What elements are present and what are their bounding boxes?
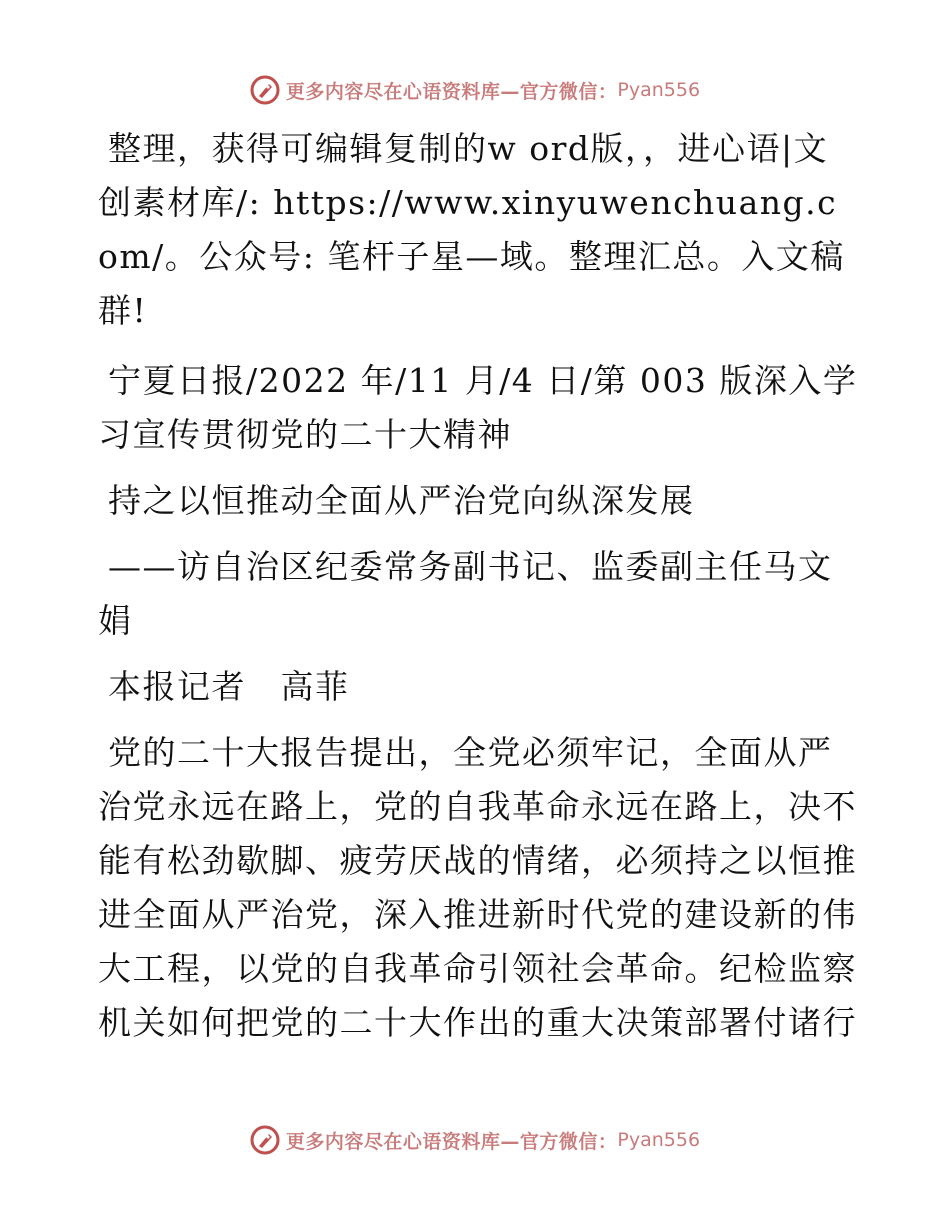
pen-nib-logo-icon [250, 75, 280, 105]
article-subtitle: ——访自治区纪委常务副书记、监委副主任马文娟 [98, 547, 833, 640]
footer-banner-text: 更多内容尽在心语资料库—官方微信： [285, 1130, 618, 1153]
intro-paragraph: 整理，获得可编辑复制的w ord版，，进心语|文创素材库/: https://www.xinyuwenchuang.com/。公众号: 笔杆子星—域。整理汇总。入文稿群! [98, 129, 845, 330]
body-paragraph: 党的二十大报告提出，全党必须牢记，全面从严治党永远在路上，党的自我革命永远在路上，决不能有松劲歇脚、疲劳厌战的情绪，必须持之以恒推进全面从严治党，深入推进新时代党的建设新的伟大工程，以党的自我革命引领社会革命。纪检监察机关如何把党的二十大作出的重大决策部署付诸行 [98, 733, 857, 1042]
header-wechat-id: Pyan556 [617, 79, 701, 101]
source-line: 宁夏日报/2022 年/11 月/4 日/第 003 版深入学习宣传贯彻党的二十大精神 [98, 361, 858, 454]
footer-banner [0, 1120, 950, 1160]
header-banner [0, 70, 950, 110]
byline: 本报记者 高菲 [108, 667, 350, 706]
article-title: 持之以恒推动全面从严治党向纵深发展 [108, 481, 695, 520]
header-banner-text: 更多内容尽在心语资料库—官方微信： [285, 80, 618, 103]
footer-wechat-id: Pyan556 [617, 1129, 701, 1151]
pen-nib-logo-icon [250, 1125, 280, 1155]
document-body [98, 122, 858, 1066]
